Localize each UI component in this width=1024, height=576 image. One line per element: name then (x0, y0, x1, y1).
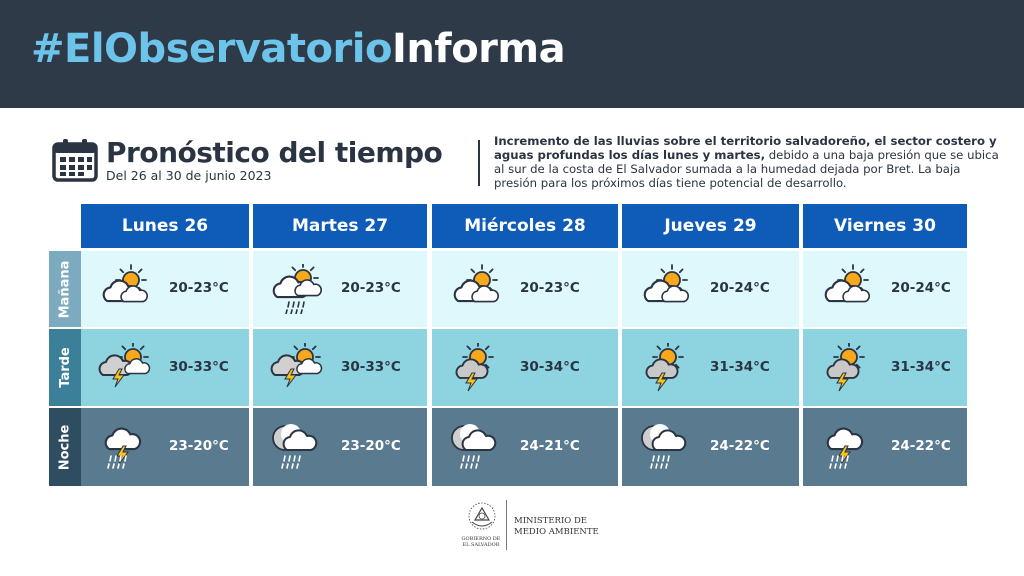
forecast-cell (81, 408, 249, 486)
gov-line1: GOBIERNO DE (461, 536, 501, 542)
temperature-range: 24-22°C (891, 438, 951, 454)
moon-cloud-rain-icon (448, 422, 504, 476)
forecast-cell (81, 251, 249, 327)
temperature-range: 30-33°C (341, 359, 401, 375)
day-header: Viernes 30 (803, 204, 967, 248)
forecast-cell (622, 408, 799, 486)
temperature-range: 20-23°C (169, 280, 229, 296)
forecast-cell (432, 251, 618, 327)
temperature-range: 24-22°C (710, 438, 770, 454)
temperature-range: 31-34°C (710, 359, 770, 375)
temperature-range: 23-20°C (341, 438, 401, 454)
divider (478, 140, 480, 186)
row-label-text: Mañana (57, 260, 73, 318)
day-header: Lunes 26 (81, 204, 249, 248)
description-bold: Incremento de las lluvias sobre el territorio salvadoreño, el sector costero y aguas profundas los días lunes y martes, (494, 134, 997, 162)
date-range: Del 26 al 30 de junio 2023 (106, 168, 272, 183)
forecast-cell (432, 329, 618, 406)
forecast-cell (253, 329, 427, 406)
gov-line2: EL SALVADOR (462, 542, 500, 548)
forecast-cell (622, 329, 799, 406)
row-label-night (49, 408, 81, 486)
forecast-cell (622, 251, 799, 327)
day-header: Martes 27 (253, 204, 427, 248)
hashtag-title (31, 26, 565, 72)
forecast-cell (432, 408, 618, 486)
partly-cloudy-day-icon (448, 264, 504, 318)
sun-storm-cloud-icon (97, 343, 153, 397)
sun-storm-icon (448, 343, 504, 397)
temperature-range: 30-34°C (520, 359, 580, 375)
partly-cloudy-day-icon (97, 264, 153, 318)
row-label-afternoon (49, 329, 81, 406)
forecast-cell (253, 408, 427, 486)
forecast-cell (803, 408, 967, 486)
temperature-range: 30-33°C (169, 359, 229, 375)
row-label-text: Tarde (57, 347, 73, 388)
calendar-icon (52, 138, 98, 182)
ministry-line2: MEDIO AMBIENTE (514, 527, 599, 537)
temperature-range: 23-20°C (169, 438, 229, 454)
sun-cloud-rain-icon (269, 264, 325, 318)
ministry-text (514, 516, 599, 538)
ministry-line1: MINISTERIO DE (514, 516, 588, 526)
footer-divider (506, 500, 507, 550)
temperature-range: 24-21°C (520, 438, 580, 454)
government-seal-icon (462, 500, 502, 536)
cloud-rain-storm-icon (97, 422, 153, 476)
day-header: Miércoles 28 (432, 204, 618, 248)
moon-cloud-rain-icon (269, 422, 325, 476)
temperature-range: 20-23°C (520, 280, 580, 296)
header-bar (0, 0, 1024, 108)
partly-cloudy-day-icon (819, 264, 875, 318)
row-label-morning (49, 251, 81, 327)
hashtag-suffix: Informa (391, 26, 566, 72)
page-title: Pronóstico del tiempo (106, 136, 443, 169)
forecast-table (49, 204, 967, 486)
temperature-range: 20-24°C (891, 280, 951, 296)
description-rest: debido a una baja presión que se ubica al sur de la costa de El Salvador sumada a la humedad dejada por Bret. La baja presión para los próximos días tiene potencial de desarrollo. (494, 148, 999, 190)
day-header: Jueves 29 (622, 204, 799, 248)
hashtag-prefix: #ElObservatorio (31, 26, 392, 72)
cloud-rain-storm-icon (819, 422, 875, 476)
temperature-range: 20-24°C (710, 280, 770, 296)
forecast-description (494, 134, 999, 190)
government-text (458, 536, 504, 548)
sun-storm-cloud-icon (269, 343, 325, 397)
sun-storm-icon (819, 343, 875, 397)
partly-cloudy-day-icon (638, 264, 694, 318)
forecast-cell (81, 329, 249, 406)
temperature-range: 31-34°C (891, 359, 951, 375)
forecast-cell (803, 329, 967, 406)
forecast-cell (253, 251, 427, 327)
temperature-range: 20-23°C (341, 280, 401, 296)
forecast-cell (803, 251, 967, 327)
sun-storm-icon (638, 343, 694, 397)
row-label-text: Noche (57, 424, 73, 470)
moon-cloud-rain-icon (638, 422, 694, 476)
